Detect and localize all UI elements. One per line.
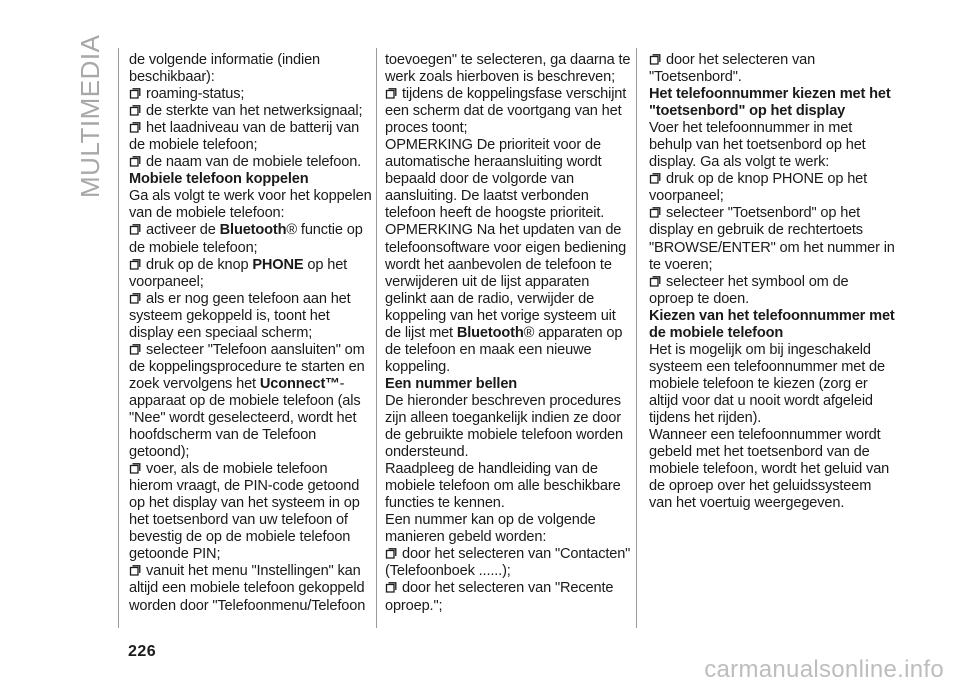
note-paragraph: OPMERKING Na het updaten van de telefoonsoftware voor eigen bediening wordt het aanbevolen de telefoon te verwijderen uit de lijst apparaten gelinkt aan de radio, verwijder de koppeling van het vorige systeem uit de lijst met Bluetooth® apparaten op de telefoon en maak een nieuwe koppeling.: [385, 222, 627, 375]
section-heading: Kiezen van het telefoonnummer met de mobiele telefoon: [649, 307, 895, 341]
section-heading: Het telefoonnummer kiezen met het "toetsenbord" op het display: [649, 86, 891, 120]
column-divider-1: [376, 48, 377, 628]
list-item: roaming-status;: [129, 86, 375, 103]
paragraph: toevoegen" te selecteren, ga daarna te werk zoals hierboven is beschreven;: [385, 52, 631, 86]
list-item: druk op de knop PHONE op het voorpaneel;: [129, 256, 348, 290]
watermark: carmanualsonline.info: [704, 656, 944, 683]
square-bullet-icon: [649, 54, 661, 65]
section-title: [72, 34, 108, 198]
list-item: de sterkte van het netwerksignaal;: [129, 103, 375, 120]
square-bullet-icon: [129, 293, 141, 304]
list-item: selecteer "Telefoon aansluiten" om de koppelingsprocedure te starten en zoek vervolgens het Uconnect™-apparaat op de mobiele telefoon (als "Nee" wordt geselecteerd, wordt het hoofdscherm van de Telefoon getoond);: [129, 341, 365, 461]
paragraph: de volgende informatie (indien beschikbaar):: [129, 52, 321, 86]
column-divider-2: [636, 48, 637, 628]
square-bullet-icon: [129, 122, 141, 133]
list-item: voer, als de mobiele telefoon hierom vraagt, de PIN-code getoond op het display van het systeem in op het toetsenbord van uw telefoon of bevestig de op de mobiele telefoon getoonde PIN;: [129, 461, 360, 563]
square-bullet-icon: [129, 344, 141, 355]
square-bullet-icon: [385, 88, 397, 99]
list-item: druk op de knop PHONE op het voorpaneel;: [649, 171, 868, 205]
list-item: het laadniveau van de batterij van de mobiele telefoon;: [129, 120, 360, 154]
square-bullet-icon: [129, 565, 141, 576]
list-item: vanuit het menu "Instellingen" kan altijd een mobiele telefoon gekoppeld worden door "Telefoonmenu/Telefoon: [129, 563, 366, 614]
paragraph: De hieronder beschreven procedures zijn alleen toegankelijk indien ze door de gebruikte mobiele telefoon worden ondersteund.: [385, 392, 623, 461]
margin-divider: [118, 48, 119, 628]
text-column-1: [129, 52, 375, 615]
square-bullet-icon: [649, 207, 661, 218]
list-item: door het selecteren van "Toetsenbord".: [649, 52, 816, 86]
square-bullet-icon: [385, 548, 397, 559]
square-bullet-icon: [129, 463, 141, 474]
square-bullet-icon: [385, 582, 397, 593]
square-bullet-icon: [129, 156, 141, 167]
square-bullet-icon: [649, 173, 661, 184]
page-number: 226: [128, 643, 157, 660]
section-title-text: MULTIMEDIA: [75, 34, 105, 198]
paragraph: Wanneer een telefoonnummer wordt gebeld met het toetsenbord van de mobiele telefoon, wordt het geluid van de oproep over het geluidssysteem van het voertuig weergegeven.: [649, 427, 890, 512]
square-bullet-icon: [129, 88, 141, 99]
section-heading: Een nummer bellen: [385, 375, 518, 392]
list-item: selecteer het symbool om de oproep te doen.: [649, 273, 849, 307]
list-item: de naam van de mobiele telefoon.: [129, 154, 375, 171]
section-heading: Mobiele telefoon koppelen: [129, 171, 309, 188]
paragraph: Voer het telefoonnummer in met behulp van het toetsenbord op het display. Ga als volgt te werk:: [649, 120, 866, 171]
square-bullet-icon: [129, 105, 141, 116]
square-bullet-icon: [129, 259, 141, 270]
paragraph: Het is mogelijk om bij ingeschakeld systeem een telefoonnummer met de mobiele telefoon te kiezen (zorg er altijd voor dat u nooit wordt afgeleid tijdens het rijden).: [649, 341, 885, 426]
list-item: als er nog geen telefoon aan het systeem gekoppeld is, toont het display een speciaal scherm;: [129, 290, 351, 341]
list-item: door het selecteren van "Recente oproep.";: [385, 580, 614, 614]
text-column-2: [385, 52, 631, 615]
text-column-3: [649, 52, 895, 512]
list-item: tijdens de koppelingsfase verschijnt een scherm dat de voortgang van het proces toont;: [385, 86, 627, 137]
paragraph: Raadpleeg de handleiding van de mobiele telefoon om alle beschikbare functies te kennen.: [385, 461, 621, 512]
square-bullet-icon: [129, 224, 141, 235]
note-paragraph: OPMERKING De prioriteit voor de automatische heraansluiting wordt bepaald door de volgorde van aansluiting. De laatst verbonden telefoon heeft de hoogste prioriteit.: [385, 137, 605, 222]
list-item: door het selecteren van "Contacten" (Telefoonboek ......);: [385, 546, 631, 580]
list-item: selecteer "Toetsenbord" op het display en gebruik de rechtertoets "BROWSE/ENTER" om het nummer in te voeren;: [649, 205, 895, 273]
paragraph: Een nummer kan op de volgende manieren gebeld worden:: [385, 512, 596, 546]
paragraph: Ga als volgt te werk voor het koppelen van de mobiele telefoon:: [129, 188, 372, 222]
list-item: activeer de Bluetooth® functie op de mobiele telefoon;: [129, 222, 363, 256]
square-bullet-icon: [649, 276, 661, 287]
